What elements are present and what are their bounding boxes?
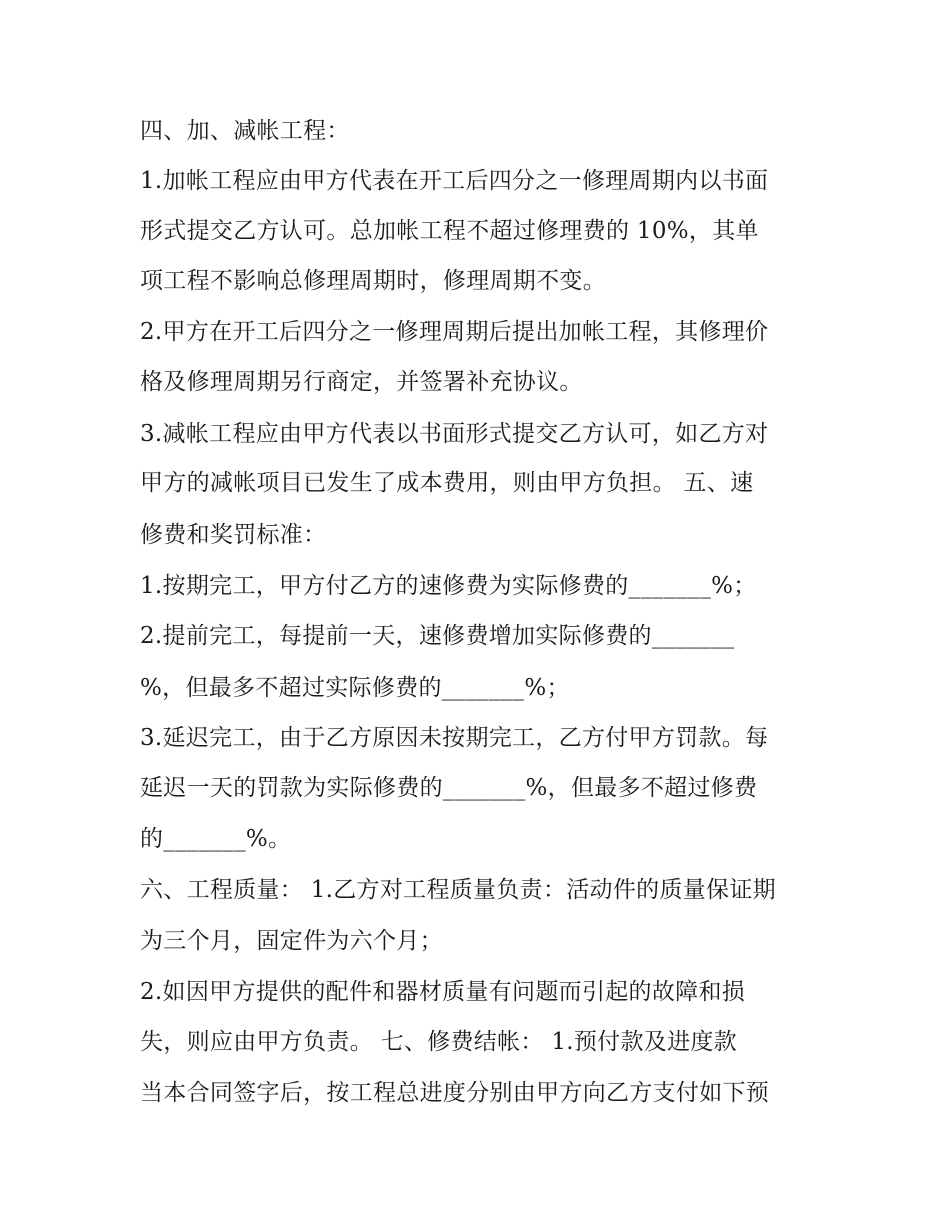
text-line: 2.甲方在开工后四分之一修理周期后提出加帐工程，其修理价 <box>140 319 769 345</box>
text-line: 失，则应由甲方负责。 七、修费结帐： 1.预付款及进度款 <box>140 1029 737 1055</box>
text-line: %，但最多不超过实际修费的_______%； <box>140 675 570 701</box>
text-line: 四、加、减帐工程： <box>140 118 350 144</box>
text-line: 为三个月，固定件为六个月； <box>140 928 443 954</box>
text-line: 2.提前完工，每提前一天，速修费增加实际修费的_______ <box>140 623 735 649</box>
text-line: 延迟一天的罚款为实际修费的_______%，但最多不超过修费 <box>140 775 758 801</box>
text-line: 修费和奖罚标准： <box>140 522 327 548</box>
text-line: 2.如因甲方提供的配件和器材质量有问题而引起的故障和损 <box>140 979 746 1005</box>
text-line: 六、工程质量： 1.乙方对工程质量负责：活动件的质量保证期 <box>140 877 776 903</box>
text-line: 项工程不影响总修理周期时，修理周期不变。 <box>140 268 606 294</box>
text-line: 1.按期完工，甲方付乙方的速修费为实际修费的_______%； <box>140 573 757 599</box>
text-line: 形式提交乙方认可。总加帐工程不超过修理费的 10%，其单 <box>140 218 759 244</box>
text-line: 甲方的减帐项目已发生了成本费用，则由甲方负担。 五、速 <box>140 470 754 496</box>
text-line: 当本合同签字后，按工程总进度分别由甲方向乙方支付如下预 <box>140 1080 770 1106</box>
text-line: 1.加帐工程应由甲方代表在开工后四分之一修理周期内以书面 <box>140 168 769 194</box>
text-line: 3.减帐工程应由甲方代表以书面形式提交乙方认可，如乙方对 <box>140 421 769 447</box>
text-line: 的_______%。 <box>140 826 292 852</box>
text-line: 格及修理周期另行商定，并签署补充协议。 <box>140 369 583 395</box>
text-line: 3.延迟完工，由于乙方原因未按期完工，乙方付甲方罚款。每 <box>140 725 769 751</box>
